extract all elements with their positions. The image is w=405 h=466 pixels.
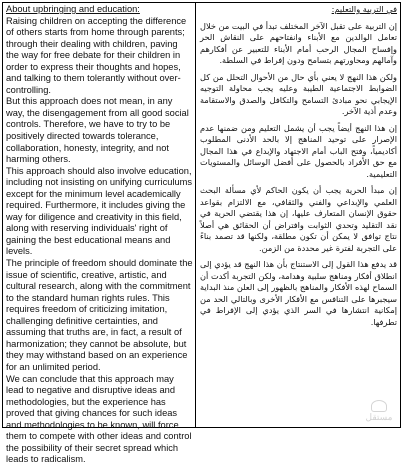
arabic-paragraph: قد يدفع هذا القول إلى الاستنتاج بأن هذا النهج قد يؤدي إلى انطلاق أفكار ومناهج سلبية وهدامة، ولكن التجربة أكدت أن السماح لهذه الأفكار والمناهج بالظهور إلى العلن منذ البداية سيجبرها على التنافس مع الأفكار الأخرى وبالتالي الحد من إمكانية انتشارها في السر الذي يؤدي إلى الإفراط في تطرفها.	[200, 259, 397, 327]
english-paragraph: This approach should also involve education, including not insisting on unifying curriculums except for the minimum level academically required. Furthermore, it includes giving the way for diligence and creativity in this field, along with reserving individuals' right of gaining the best educational means and levels.	[6, 165, 193, 257]
watermark-logo	[362, 400, 396, 424]
english-paragraph: We can conclude that this approach may lead to negative and disruptive ideas and methodologies, but the experience has proved that giving chances for such ideas and methodologies to be known, will force them to compete with other ideas and control the possibility of their secret spread which leads to radicalism.	[6, 373, 192, 465]
arabic-paragraph: إن التربية على تقبل الآخر المختلف تبدأ في البيت من خلال تعامل الوالدين مع الأبناء وانفتاحهم على النقاش الحر وإفساح المجال الرحب أمام الأبناء للتعبير عن أفكارهم وآمالهم ومحاورتهم بتسامح ودون إفراط في السلطة.	[200, 20, 397, 65]
bilingual-document	[2, 2, 401, 465]
english-paragraph: Raising children on accepting the difference of others starts from home through parents; through their dealing with children, paving the way for free debate for their children in order to express their thoughts and hopes, and talking to them tolerantly without over-controlling.	[6, 15, 187, 95]
watermark-text: مستقل	[365, 412, 393, 422]
arabic-paragraph: ولكن هذا النهج لا يعني بأي حال من الأحوال التحلل من كل الضوابط الاجتماعية الطيبة وعليه يجب محاولة التوجيه الإيجابي نحو مبادئ التسامح والتكافل والصدق والاستقامة وعدم أذية الآخر.	[200, 71, 397, 116]
arabic-paragraph: إن هذا النهج أيضاً يجب أن يشمل التعليم ومن ضمنها عدم الإصرار على توحيد المناهج إلا بالحد الأدنى المطلوب أكاديمياً، وفتح الباب أمام الاجتهاد والإبداع في هذا المجال مع حق الأفراد بالحصول على أفضل الوسائل والمستويات التعليمية.	[200, 122, 397, 179]
english-column	[3, 3, 196, 465]
english-title: About upbringing and education:	[6, 4, 140, 14]
arabic-title: في التربية والتعليم:	[331, 4, 397, 14]
english-paragraph: The principle of freedom should dominate the issue of scientific, creative, artistic, and cultural research, along with the commitment to the standard human rights rules. This requires freedom of criticizing imitation, challenging definitive certainties, and assuming that truths are, in fact, a result of harmonization; they cannot be absolute, but they may withstand based on an experience for an unlimited period.	[6, 258, 193, 372]
arabic-paragraph: إن مبدأ الحرية يجب أن يكون الحاكم لأي مسألة البحث العلمي والإبداعي والفني والثقافي، مع الالتزام بقواعد حقوق الإنسان المتعارف عليها، إن هذا يقتضي الحرية في نقد التقليد وتحدي الثوابت وافتراض أن الحقائق هي أصلاً نتاج توافق لا يمكن أن تكون مطلقة، ولكنها قد تصمد بناءً على التجربة لفترة غير محددة من الزمن.	[200, 185, 397, 253]
arabic-column	[196, 3, 400, 427]
logo-icon	[371, 400, 387, 412]
english-paragraph: But this approach does not mean, in any way, the disengagement from all good social controls. Therefore, we have to try to be positively directed towards tolerance, collaboration, honesty, integrity, and not harming others.	[6, 96, 189, 165]
